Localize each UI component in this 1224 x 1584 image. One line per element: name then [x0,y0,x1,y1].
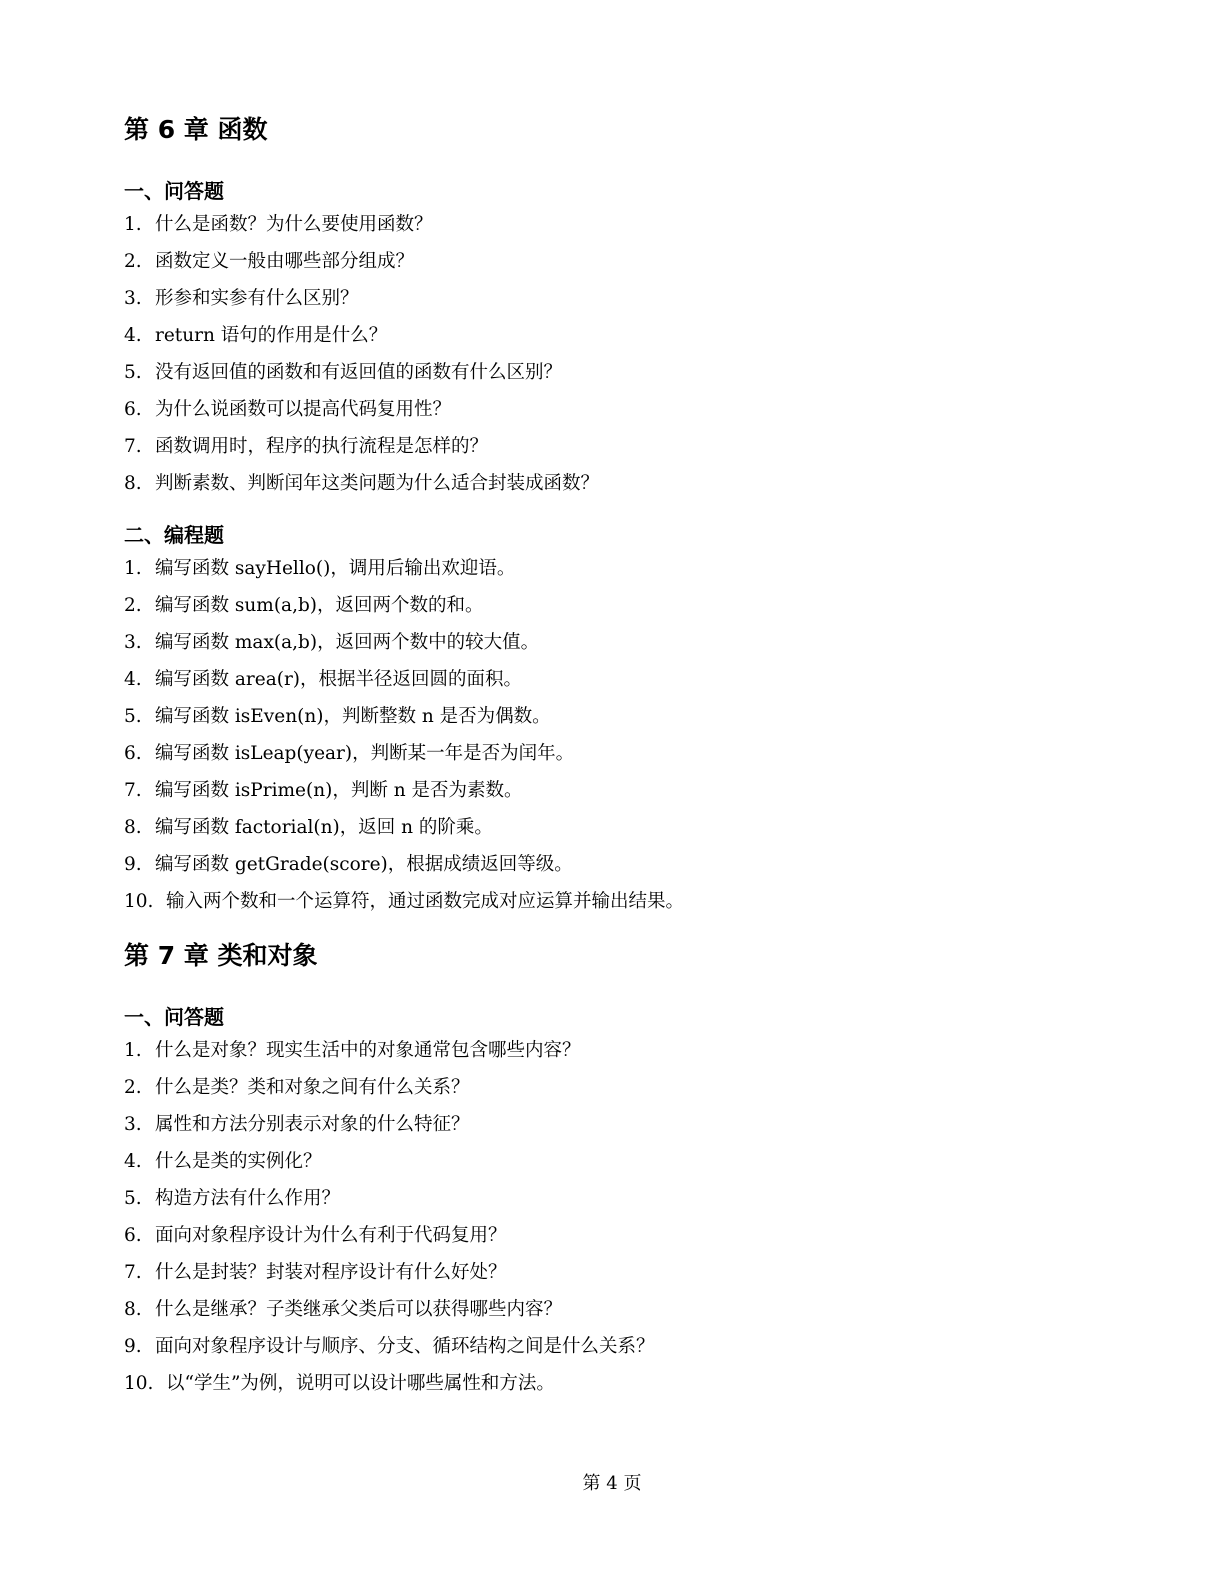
item-text: 函数定义一般由哪些部分组成？ [155,251,415,272]
list-item [124,317,1104,354]
item-number: 1. [124,214,142,235]
item-number: 2. [124,595,142,616]
list-item [124,465,1104,502]
item-text: 什么是对象？现实生活中的对象通常包含哪些内容？ [155,1040,581,1061]
item-text: 属性和方法分别表示对象的什么特征？ [155,1114,470,1135]
spacer [124,502,1104,520]
item-text: 面向对象程序设计与顺序、分支、循环结构之间是什么关系？ [155,1336,655,1357]
item-text: 函数调用时，程序的执行流程是怎样的？ [155,436,489,457]
list-item [124,1365,1104,1402]
list-item [124,1143,1104,1180]
section-title: 一、问答题 [124,1005,224,1029]
list-item [124,698,1104,735]
page-content [124,112,1104,1402]
list-item [124,772,1104,809]
list-item [124,354,1104,391]
item-text: 编写函数 getGrade(score)，根据成绩返回等级。 [155,854,573,875]
item-number: 1. [124,1040,142,1061]
item-number: 9. [124,854,142,875]
item-number: 6. [124,399,142,420]
item-text: 什么是类？类和对象之间有什么关系？ [155,1077,470,1098]
item-number: 6. [124,1225,142,1246]
item-text: 构造方法有什么作用？ [155,1188,341,1209]
list-item [124,1291,1104,1328]
list-item [124,1217,1104,1254]
item-number: 8. [124,1299,142,1320]
list-item [124,735,1104,772]
item-text: 编写函数 isEven(n)，判断整数 n 是否为偶数。 [155,706,551,727]
section-title: 一、问答题 [124,179,224,203]
item-text: 编写函数 isPrime(n)，判断 n 是否为素数。 [155,780,523,801]
list-item [124,428,1104,465]
list-item [124,661,1104,698]
item-text: return 语句的作用是什么？ [155,325,388,346]
list-item [124,243,1104,280]
item-number: 10. [124,891,154,912]
item-text: 什么是继承？子类继承父类后可以获得哪些内容？ [155,1299,563,1320]
item-text: 什么是封装？封装对程序设计有什么好处？ [155,1262,507,1283]
item-number: 7. [124,780,142,801]
list-item [124,1254,1104,1291]
spacer [124,974,1104,1002]
list-item [124,1106,1104,1143]
list-item [124,280,1104,317]
list-item [124,1328,1104,1365]
item-text: 形参和实参有什么区别？ [155,288,359,309]
item-number: 10. [124,1373,154,1394]
item-number: 8. [124,473,142,494]
item-number: 5. [124,362,142,383]
list-item [124,624,1104,661]
item-text: 编写函数 max(a,b)，返回两个数中的较大值。 [155,632,540,653]
item-number: 3. [124,1114,142,1135]
chapter-title: 第 7 章 类和对象 [124,941,318,970]
item-number: 8. [124,817,142,838]
item-text: 什么是函数？为什么要使用函数？ [155,214,433,235]
item-text: 为什么说函数可以提高代码复用性？ [155,399,452,420]
item-text: 判断素数、判断闰年这类问题为什么适合封装成函数？ [155,473,600,494]
list-item [124,587,1104,624]
question-list [124,550,1104,920]
item-text: 没有返回值的函数和有返回值的函数有什么区别？ [155,362,563,383]
item-number: 6. [124,743,142,764]
item-number: 3. [124,288,142,309]
item-text: 面向对象程序设计为什么有利于代码复用？ [155,1225,507,1246]
item-number: 4. [124,1151,142,1172]
item-text: 编写函数 area(r)，根据半径返回圆的面积。 [155,669,523,690]
item-number: 4. [124,325,142,346]
chapter-title: 第 6 章 函数 [124,115,268,144]
item-text: 输入两个数和一个运算符，通过函数完成对应运算并输出结果。 [166,891,685,912]
list-item [124,1069,1104,1106]
item-number: 1. [124,558,142,579]
item-number: 9. [124,1336,142,1357]
question-list [124,206,1104,502]
item-number: 5. [124,1188,142,1209]
spacer [124,148,1104,176]
item-number: 4. [124,669,142,690]
list-item [124,883,1104,920]
list-item [124,1180,1104,1217]
list-item [124,550,1104,587]
item-number: 7. [124,436,142,457]
item-number: 2. [124,1077,142,1098]
item-number: 7. [124,1262,142,1283]
item-text: 编写函数 factorial(n)，返回 n 的阶乘。 [155,817,493,838]
item-text: 编写函数 sayHello()，调用后输出欢迎语。 [155,558,516,579]
item-text: 编写函数 sum(a,b)，返回两个数的和。 [155,595,484,616]
list-item [124,206,1104,243]
item-number: 3. [124,632,142,653]
section-title: 二、编程题 [124,523,224,547]
list-item [124,846,1104,883]
list-item [124,391,1104,428]
item-text: 什么是类的实例化？ [155,1151,322,1172]
question-list [124,1032,1104,1402]
list-item [124,809,1104,846]
page-number: 第 4 页 [582,1473,642,1494]
item-number: 5. [124,706,142,727]
item-text: 以“学生”为例，说明可以设计哪些属性和方法。 [166,1373,555,1394]
list-item [124,1032,1104,1069]
item-text: 编写函数 isLeap(year)，判断某一年是否为闰年。 [155,743,575,764]
item-number: 2. [124,251,142,272]
spacer [124,920,1104,938]
